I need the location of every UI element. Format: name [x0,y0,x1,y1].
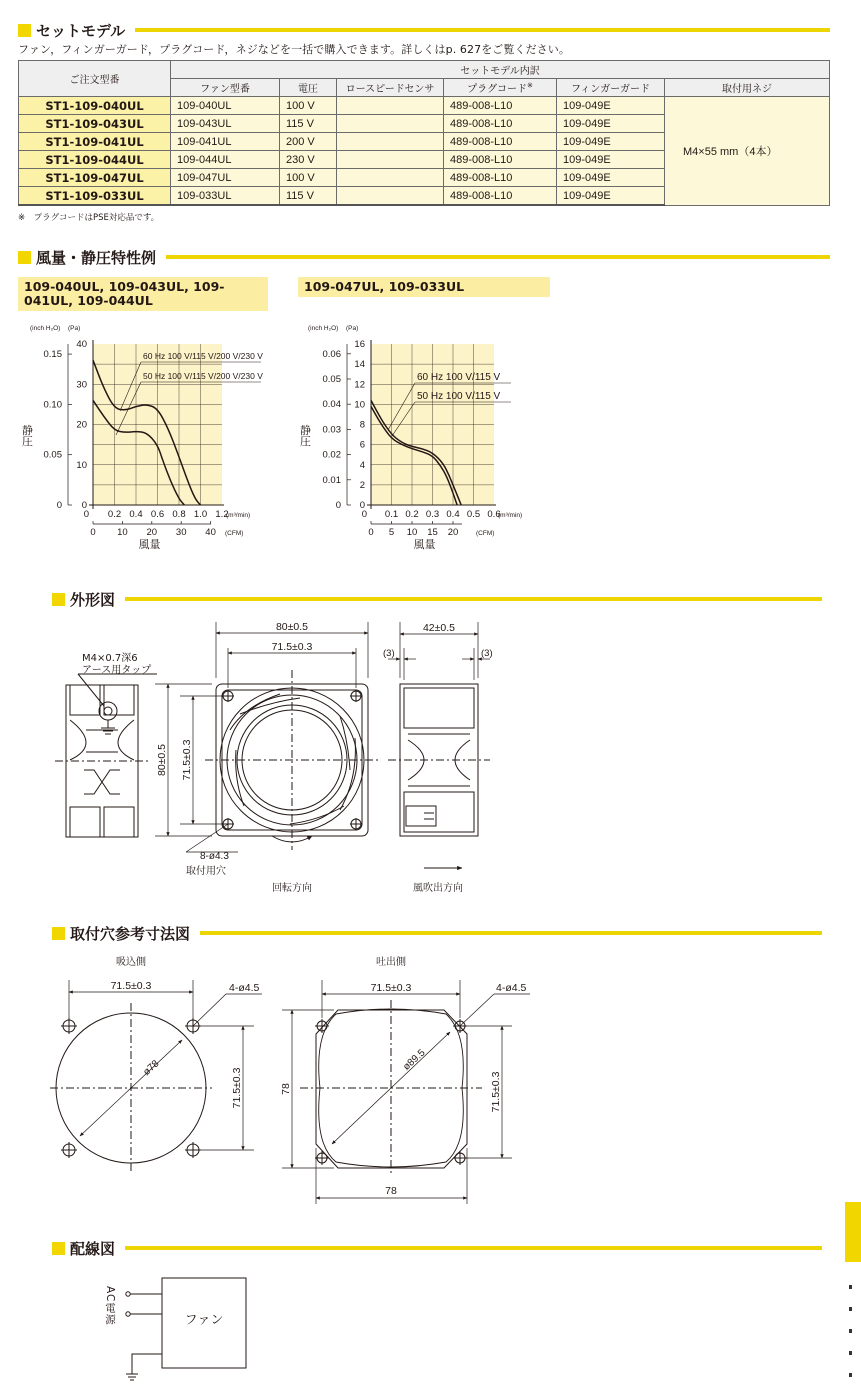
set-model-table [18,60,830,206]
exhaust-holes: 4-ø4.5 [496,982,527,994]
section-rule [125,597,822,601]
y-unit-inch: (inch H₂O) [308,325,339,332]
side-view-right [388,684,490,836]
hole-label-2: 取付用穴 [186,866,226,877]
x-axis-label: 風量 [138,538,161,551]
column-header [444,79,557,97]
airflow-direction-label: 風吹出方向 [413,883,463,894]
page-edge-marks [849,1285,852,1385]
y-tick-label: 16 [354,339,365,350]
chart-1 [0,318,300,566]
plug-cell: 489-008-L10 [444,97,557,115]
order-cell: ST1-109-043UL [19,115,171,133]
section-rule [200,931,822,935]
plug-cell: 489-008-L10 [444,115,557,133]
x-tick-label: 1.2 [215,509,229,520]
y-tick-label: 10 [76,459,87,471]
y-tick-label-inch: 0.10 [43,399,62,411]
fan-cell: 109-043UL [171,115,280,133]
guard-cell: 109-049E [557,169,665,187]
rotation-label: 回転方向 [272,883,312,894]
x-tick-label: 0.5 [466,509,481,520]
plug-cell: 489-008-L10 [444,187,557,206]
x-tick-label-cfm: 40 [205,527,216,538]
fan-cell: 109-033UL [171,187,280,206]
column-header: ロースピードセンサ [337,79,444,97]
dim-side-left: (3) [383,648,395,659]
y-axis-label: 静圧 [20,424,34,447]
y-tick-label: 30 [76,379,87,391]
x-tick-label: 0.6 [150,509,165,520]
exhaust-pitch-v: 71.5±0.3 [490,1071,502,1113]
x-tick-label: 0.4 [446,509,460,520]
section-header-set-models [18,19,830,41]
tap-label-1: M4×0.7深6 [82,653,138,664]
order-cell: ST1-109-044UL [19,151,171,169]
exhaust-pitch-h: 71.5±0.3 [370,982,412,994]
section-header-mount-holes [52,922,822,944]
section-header-airflow [18,246,830,268]
x-tick-label: 0.4 [129,509,143,520]
exhaust-title: 吐出側 [376,957,406,968]
section-rule [135,28,830,32]
exhaust-view [300,1000,482,1174]
voltage-cell: 200 V [280,133,337,151]
section-marker-icon [52,593,65,606]
sensor-cell [337,187,444,206]
y-tick-label: 0 [359,500,365,511]
voltage-cell: 115 V [280,187,337,206]
y-tick-label-inch: 0.04 [322,399,341,411]
section-marker-icon [52,927,65,940]
dim-side-right: (3) [481,648,493,659]
front-view [205,670,380,850]
fan-cell: 109-047UL [171,169,280,187]
y-tick-label-inch: 0.03 [322,424,341,436]
ground-icon [126,1374,138,1380]
y-tick-label: 4 [359,459,365,471]
guard-cell: 109-049E [557,187,665,206]
voltage-cell: 115 V [280,115,337,133]
intake-title: 吸込側 [116,957,146,968]
intake-dia: ø78 [141,1058,162,1078]
y-tick-label: 0 [81,500,87,511]
y-unit-inch: (inch H₂O) [30,325,61,332]
sensor-cell [337,133,444,151]
section-marker-icon [52,1242,65,1255]
x-tick-label: 0.3 [425,509,440,520]
fan-cell: 109-041UL [171,133,280,151]
intake-pitch-h: 71.5±0.3 [110,980,152,992]
x-tick-label-cfm: 20 [447,527,459,538]
x-tick-label-cfm: 10 [117,527,128,538]
x-unit-primary: (m³/min) [226,512,251,519]
sensor-cell [337,97,444,115]
guard-cell: 109-049E [557,151,665,169]
lead-text: ファン，フィンガーガード，プラグコード，ネジなどを一括で購入できます。詳しくはp. 627をご覧ください。 [18,43,570,56]
screw-cell: M4×55 mm（4本） [665,97,830,206]
series-label: 50 Hz 100 V/115 V/200 V/230 V [143,371,263,381]
exhaust-width: 78 [385,1185,397,1197]
y-unit-pa: (Pa) [68,325,81,332]
y-tick-label: 12 [354,379,365,391]
y-tick-label: 8 [359,419,365,431]
section-rule [166,255,830,259]
y-tick-label-inch: 0.01 [322,474,341,486]
column-header: 電圧 [280,79,337,97]
section-marker-icon [18,251,31,264]
footnote: ※ プラグコードはPSE対応品です。 [18,213,160,223]
y-tick-label-inch: 0.05 [322,374,341,385]
x-tick-label: 0 [83,509,89,520]
x-tick-label-cfm: 0 [90,527,96,538]
plug-cell: 489-008-L10 [444,133,557,151]
footnote-mark: ※ [526,81,533,90]
y-tick-label: 10 [354,399,365,411]
exhaust-dia: ø89.5 [401,1047,428,1073]
y-tick-label-inch: 0.02 [322,449,341,461]
y-tick-label-inch: 0.05 [43,449,62,461]
x-tick-label-cfm: 5 [388,527,395,538]
outline-drawing [0,610,861,900]
x-tick-label: 1.0 [193,509,208,520]
y-tick-label-inch: 0 [56,500,62,511]
exhaust-height: 78 [280,1083,292,1095]
y-tick-label: 40 [76,339,87,350]
section-title: 配線図 [70,1239,116,1258]
guard-cell: 109-049E [557,97,665,115]
order-number-header: ご注文型番 [19,61,171,97]
intake-view [50,1003,212,1174]
x-axis-label: 風量 [413,538,436,551]
voltage-cell: 230 V [280,151,337,169]
wiring-diagram [0,1262,300,1392]
voltage-cell: 100 V [280,169,337,187]
sensor-cell [337,169,444,187]
series-label: 60 Hz 100 V/115 V [417,372,501,383]
set-breakdown-header: セットモデル内訳 [171,61,830,79]
order-cell: ST1-109-041UL [19,133,171,151]
fan-cell: 109-040UL [171,97,280,115]
section-title: セットモデル [36,21,126,40]
x-tick-label: 0.8 [172,509,186,520]
chart-2-title: 109-047UL, 109-033UL [298,277,550,297]
fan-cell: 109-044UL [171,151,280,169]
y-tick-label: 20 [76,419,87,431]
sensor-cell [337,151,444,169]
series-label: 60 Hz 100 V/115 V/200 V/230 V [143,351,263,361]
column-header: 取付用ネジ [665,79,830,97]
section-marker-icon [18,24,31,37]
section-title: 風量・静圧特性例 [36,248,157,267]
y-tick-label-inch: 0.15 [43,349,62,361]
section-header-outline [52,588,822,610]
column-header: ファン型番 [171,79,280,97]
section-title: 外形図 [70,590,116,609]
x-tick-label-cfm: 30 [175,527,187,538]
dim-depth: 42±0.5 [422,622,456,634]
fan-label: ファン [184,1313,224,1328]
y-unit-pa: (Pa) [346,325,359,332]
x-tick-label: 0.6 [487,509,501,520]
section-title: 取付穴参考寸法図 [70,924,191,943]
x-tick-label: 0 [361,509,367,520]
order-cell: ST1-109-033UL [19,187,171,206]
plug-cell: 489-008-L10 [444,151,557,169]
series-label: 50 Hz 100 V/115 V [417,391,501,402]
dim-pitch-side: 71.5±0.3 [181,739,193,781]
y-axis-label: 静圧 [298,424,312,447]
x-tick-label-cfm: 0 [368,527,374,538]
column-header-label: プラグコード [467,84,527,95]
terminal-icon [126,1312,130,1316]
chart-2 [296,318,586,566]
terminal-icon [126,1292,130,1296]
y-tick-label: 14 [354,359,365,371]
y-tick-label-inch: 0 [335,500,341,511]
x-tick-label: 0.1 [384,509,399,520]
guard-cell: 109-049E [557,133,665,151]
mount-hole-drawing [0,948,861,1210]
sensor-cell [337,115,444,133]
guard-cell: 109-049E [557,115,665,133]
order-cell: ST1-109-047UL [19,169,171,187]
x-tick-label: 0.2 [405,509,419,520]
intake-pitch-v: 71.5±0.3 [231,1067,243,1109]
dim-pitch-top: 71.5±0.3 [271,641,313,653]
x-unit-primary: (m³/min) [498,512,523,519]
y-tick-label-inch: 0.06 [322,348,341,360]
x-unit-secondary: (CFM) [225,530,244,537]
voltage-cell: 100 V [280,97,337,115]
intake-holes: 4-ø4.5 [229,982,260,994]
x-unit-secondary: (CFM) [476,530,495,537]
x-tick-label-cfm: 10 [406,527,418,538]
y-tick-label: 2 [359,479,365,491]
section-header-wiring [52,1237,822,1259]
tap-label-2: アース用タップ [82,665,152,676]
page-edge-tab [845,1202,861,1262]
y-tick-label: 6 [359,439,365,451]
x-tick-label: 0.2 [107,509,122,520]
x-tick-label-cfm: 20 [146,527,158,538]
hole-label-1: 8-ø4.3 [200,851,229,862]
plug-cell: 489-008-L10 [444,169,557,187]
column-header: フィンガーガード [557,79,665,97]
table-row [19,97,830,115]
chart-1-title: 109-040UL, 109-043UL, 109-041UL, 109-044UL [18,277,268,311]
dim-height: 80±0.5 [156,743,168,777]
order-cell: ST1-109-040UL [19,97,171,115]
side-view-left [55,685,148,837]
dim-width: 80±0.5 [275,621,309,633]
power-label: AC電源 [104,1286,116,1326]
x-tick-label-cfm: 15 [427,527,438,538]
section-rule [125,1246,822,1250]
